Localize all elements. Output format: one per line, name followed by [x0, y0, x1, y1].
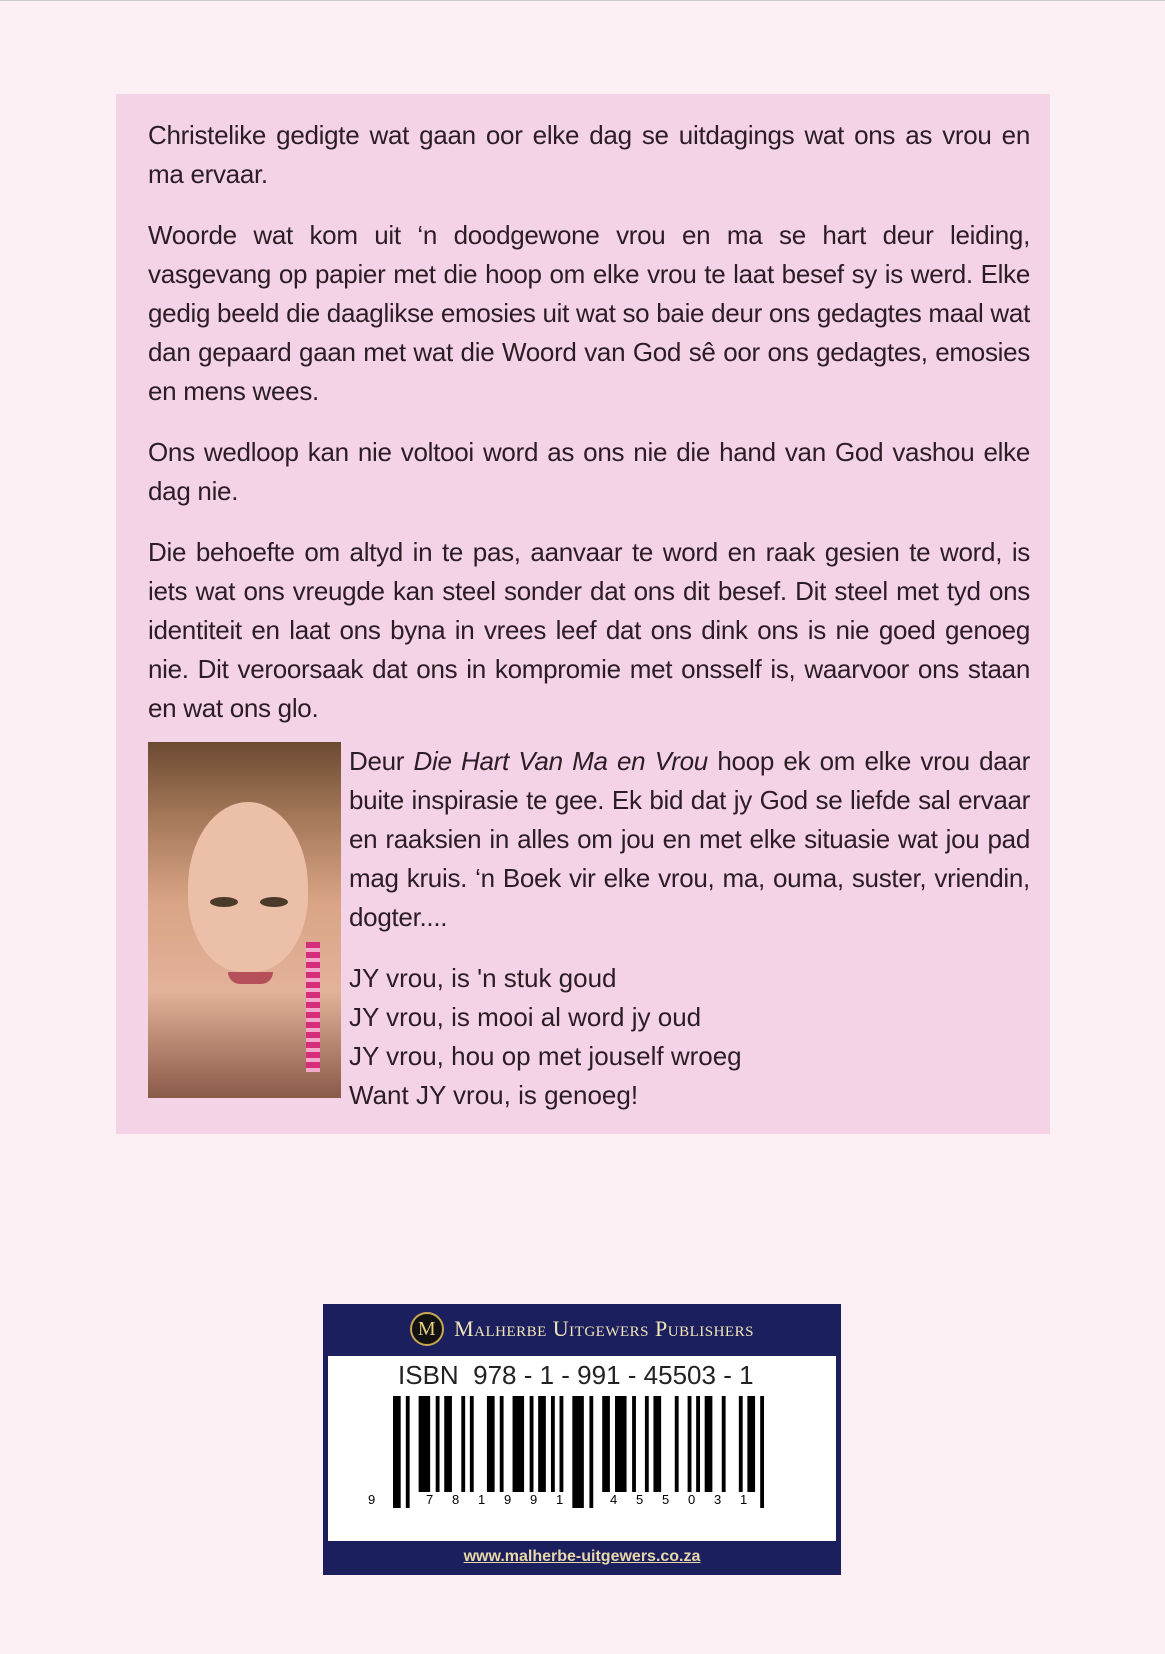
blurb-paragraph-1: Christelike gedigte wat gaan oor elke dag se uitdagings wat ons as vrou en ma ervaar.: [148, 120, 1030, 189]
author-bio: Deur Die Hart Van Ma en Vrou hoop ek om elke vrou daar buite inspirasie te gee. Ek bid dat jy God se liefde sal ervaar en raaksien in alles om jou en met elke situasie wat jou pad mag kruis. ‘n Boek vir elke vrou, ma, ouma, suster, vriendin, dogter....: [349, 746, 1030, 932]
blurb-paragraph-2: Woorde wat kom uit ‘n doodgewone vrou en ma se hart deur leiding, vasgevang op papier met die hoop om elke vrou te laat besef sy is werd. Elke gedig beeld die daaglikse emosies uit wat so baie deur ons gedagtes maal wat dan gepaard gaan met wat die Woord van God sê oor ons gedagtes, emosies en mens wees.: [148, 220, 1030, 406]
isbn-number: ISBN 978 - 1 - 991 - 45503 - 1: [398, 1360, 754, 1390]
barcode-bar: [530, 1396, 534, 1492]
isbn-barcode-label: [323, 1304, 841, 1575]
poem-line: JY vrou, is mooi al word jy oud: [349, 1002, 702, 1032]
publisher-website-link[interactable]: www.malherbe-uitgewers.co.za: [463, 1548, 701, 1565]
barcode-digits: [368, 1492, 768, 1512]
barcode-bar: [444, 1396, 452, 1492]
barcode-digit: 9: [368, 1492, 376, 1507]
barcode-bar: [739, 1396, 743, 1492]
barcode-bar: [436, 1396, 440, 1492]
barcode-bar: [675, 1396, 679, 1492]
barcode-bar: [470, 1396, 474, 1492]
barcode-digit: 1: [740, 1492, 748, 1507]
barcode-digit: 3: [714, 1492, 722, 1507]
barcode-digit: 4: [610, 1492, 618, 1507]
barcode-bar: [513, 1396, 525, 1492]
barcode-digit: 1: [478, 1492, 486, 1507]
barcode-bar: [538, 1396, 546, 1492]
barcode-bar: [747, 1396, 755, 1492]
barcode-bar: [696, 1396, 700, 1492]
barcode-bar: [500, 1396, 504, 1492]
barcode-bar: [653, 1396, 661, 1492]
poem-line: JY vrou, is 'n stuk goud: [349, 963, 617, 993]
barcode-bar: [461, 1396, 465, 1492]
barcode-digit: 7: [426, 1492, 434, 1507]
barcode-bar: [602, 1396, 610, 1492]
barcode-bar: [688, 1396, 692, 1492]
barcode-bar: [487, 1396, 495, 1492]
barcode-digit: 1: [556, 1492, 564, 1507]
barcode-bar: [645, 1396, 649, 1492]
barcode-digit: 5: [636, 1492, 644, 1507]
barcode-digit: 9: [504, 1492, 512, 1507]
barcode-bar: [551, 1396, 555, 1492]
barcode-bar: [722, 1396, 726, 1492]
barcode-bar: [632, 1396, 636, 1492]
book-title: Die Hart Van Ma en Vrou: [413, 746, 708, 776]
poem-line: JY vrou, hou op met jouself wroeg: [349, 1041, 742, 1071]
barcode-digit: 9: [530, 1492, 538, 1507]
poem: [349, 959, 1030, 1115]
barcode-digit: 0: [688, 1492, 696, 1507]
barcode-bar: [560, 1396, 564, 1492]
barcode-digit: 8: [452, 1492, 460, 1507]
author-photo: [148, 742, 341, 1098]
back-cover-blurb: [116, 94, 1050, 1134]
blurb-paragraph-4: Die behoefte om altyd in te pas, aanvaar te word en raak gesien te word, is iets wat ons vreugde kan steel sonder dat ons dit besef. Dit steel met tyd ons identiteit en laat ons byna in vrees leef dat ons dink ons is nie goed genoeg nie. Dit veroorsaak dat ons in kompromie met onsself is, waarvoor ons staan en wat ons glo.: [148, 537, 1030, 723]
publisher-name: Malherbe Uitgewers Publishers: [454, 1316, 754, 1341]
barcode-bar: [705, 1396, 713, 1492]
poem-line: Want JY vrou, is genoeg!: [349, 1080, 639, 1110]
barcode-bar: [419, 1396, 431, 1492]
publisher-logo-icon: M: [410, 1312, 444, 1346]
blurb-paragraph-3: Ons wedloop kan nie voltooi word as ons nie die hand van God vashou elke dag nie.: [148, 437, 1030, 506]
author-section: [148, 742, 1030, 1115]
barcode-digit: 5: [662, 1492, 670, 1507]
barcode-bar: [615, 1396, 627, 1492]
publisher-header: [323, 1304, 841, 1354]
